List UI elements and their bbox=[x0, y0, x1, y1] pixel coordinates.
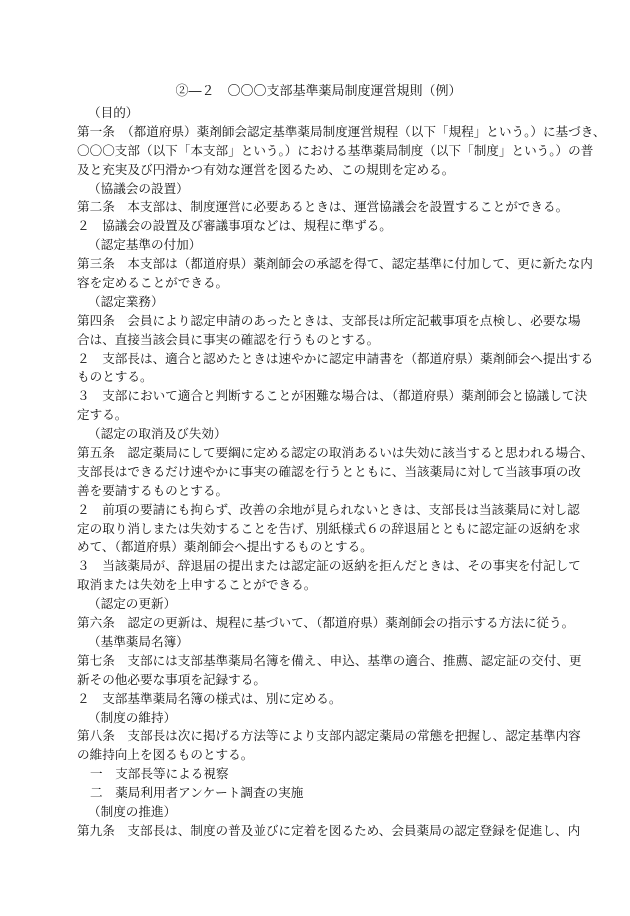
text-line: めて、（都道府県）薬剤師会へ提出するものとする。 bbox=[77, 539, 373, 555]
text-line: 第九条 支部長は、制度の普及並びに定着を図るため、会員薬局の認定登録を促進し、内 bbox=[77, 822, 581, 838]
article-heading: （認定業務） bbox=[88, 293, 164, 309]
text-line: ３ 支部において適合と判断することが困難な場合は、（都道府県）薬剤師会と協議して決 bbox=[77, 388, 588, 404]
text-line: の維持向上を図るものとする。 bbox=[77, 747, 254, 763]
text-line: 第三条 本支部は（都道府県）薬剤師会の承認を得て、認定基準に付加して、更に新たな内 bbox=[77, 256, 593, 272]
text-line: 支部長はできるだけ速やかに事実の確認を行うとともに、当該薬局に対して当該事項の改 bbox=[77, 463, 581, 479]
text-line: 善を要請するものとする。 bbox=[77, 482, 229, 498]
text-line: 第四条 会員により認定申請のあったときは、支部長は所定記載事項を点検し、必要な場 bbox=[77, 312, 581, 328]
document-body bbox=[77, 104, 606, 841]
article-heading: （目的） bbox=[88, 105, 139, 120]
text-line: 第一条 （都道府県）薬剤師会認定基準薬局制度運営規程（以下「規程」という。）に基づき、 bbox=[77, 123, 606, 139]
document-page bbox=[77, 82, 606, 841]
text-line: 定の取り消しまたは失効することを告げ、別紙様式６の辞退届とともに認定証の返納を求 bbox=[77, 520, 581, 536]
article-heading: （制度の推進） bbox=[88, 803, 177, 819]
text-line: 第二条 本支部は、制度運営に必要あるときは、運営協議会を設置することができる。 bbox=[77, 199, 569, 215]
list-item: 一 支部長等による視察 bbox=[90, 766, 229, 782]
text-line: ２ 支部基準薬局名簿の様式は、別に定める。 bbox=[77, 690, 342, 706]
text-line: 第七条 支部には支部基準薬局名簿を備え、申込、基準の適合、推薦、認定証の交付、更 bbox=[77, 652, 582, 668]
text-line: ２ 前項の要請にも拘らず、改善の余地が見られないときは、支部長は当該薬局に対し認 bbox=[77, 501, 580, 517]
text-line: ２ 支部長は、適合と認めたときは速やかに認定申請書を（都道府県）薬剤師会へ提出する bbox=[77, 350, 594, 366]
text-line: 第六条 認定の更新は、規程に基づいて、（都道府県）薬剤師会の指示する方法に従う。 bbox=[77, 615, 575, 631]
article-heading: （認定基準の付加） bbox=[88, 237, 202, 253]
text-line: 及と充実及び円滑かつ有効な運営を図るため、この規則を定める。 bbox=[77, 161, 455, 177]
text-line: ２ 協議会の設置及び審議事項などは、規程に準ずる。 bbox=[77, 218, 392, 234]
text-line: 第五条 認定薬局にして要綱に定める認定の取消あるいは失効に該当すると思われる場合、 bbox=[77, 445, 594, 461]
document-title: ②―２ 〇〇〇支部基準薬局制度運営規則（例） bbox=[175, 84, 462, 99]
text-line: 〇〇〇支部（以下「本支部」という。）における基準薬局制度（以下「制度」という。）の普 bbox=[77, 142, 594, 158]
article-heading: （認定の更新） bbox=[88, 596, 177, 612]
text-line: ３ 当該薬局が、辞退届の提出または認定証の返納を拒んだときは、その事実を付記して bbox=[77, 558, 581, 574]
article-heading: （基準薬局名簿） bbox=[88, 633, 189, 649]
text-line: 合は、直接当該会員に事実の確認を行うものとする。 bbox=[77, 331, 380, 347]
article-heading: （認定の取消及び失効） bbox=[88, 426, 227, 442]
article-heading: （制度の維持） bbox=[88, 709, 177, 725]
text-line: 新その他必要な事項を記録する。 bbox=[77, 671, 266, 687]
list-item: 二 薬局利用者アンケート調査の実施 bbox=[90, 785, 304, 801]
text-line: 定する。 bbox=[77, 407, 128, 423]
text-line: 取消または失効を上申することができる。 bbox=[77, 577, 317, 593]
text-line: ものとする。 bbox=[77, 369, 153, 385]
text-line: 容を定めることができる。 bbox=[77, 275, 229, 291]
article-heading: （協議会の設置） bbox=[88, 180, 189, 196]
text-line: 第八条 支部長は次に掲げる方法等により支部内認定薬局の常態を把握し、認定基準内容 bbox=[77, 728, 581, 744]
